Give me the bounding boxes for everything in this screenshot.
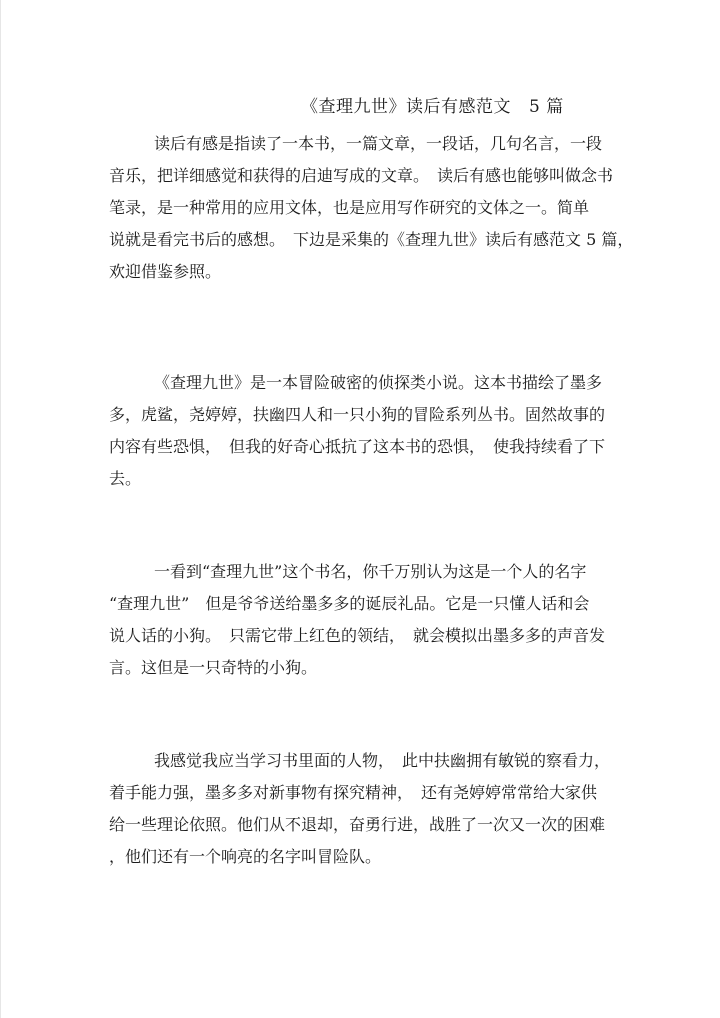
paragraph-line: 给一些理论依照。他们从不退却，奋勇行进，战胜了一次又一次的困难 bbox=[109, 815, 606, 834]
paragraph-line: 我感觉我应当学习书里面的人物， 此中扶幽拥有敏锐的察看力， bbox=[154, 751, 611, 770]
paragraph-line: 多，虎鲨，尧婷婷，扶幽四人和一只小狗的冒险系列丛书。固然故事的 bbox=[109, 405, 606, 424]
paragraph-line: ，他们还有一个响亮的名字叫冒险队。 bbox=[109, 847, 382, 866]
paragraph-line: 读后有感是指读了一本书，一篇文章，一段话，几句名言，一段 bbox=[154, 134, 603, 153]
paragraph-characters bbox=[109, 745, 629, 873]
paragraph-line: 言。这但是一只奇特的小狗。 bbox=[109, 658, 318, 677]
paragraph-dog bbox=[109, 556, 629, 684]
paragraph-line: 《查理九世》是一本冒险破密的侦探类小说。这本书描绘了墨多 bbox=[154, 373, 603, 392]
paragraph-line: 音乐，把详细感觉和获得的启迪写成的文章。 读后有感也能够叫做念书 bbox=[109, 166, 614, 185]
paragraph-line: 说人话的小狗。 只需它带上红色的领结， 就会模拟出墨多多的声音发 bbox=[109, 626, 606, 645]
paragraph-intro bbox=[109, 128, 634, 288]
paragraph-line: “查理九世” 但是爷爷送给墨多多的诞辰礼品。它是一只懂人话和会 bbox=[109, 594, 590, 613]
paragraph-line: 去。 bbox=[109, 469, 142, 488]
paragraph-line: 欢迎借鉴参照。 bbox=[109, 262, 222, 281]
document-title bbox=[301, 92, 564, 117]
paragraph-line: 内容有些恐惧， 但我的好奇心抵抗了这本书的恐惧， 使我持续看了下 bbox=[109, 437, 606, 456]
paragraph-line: 一看到“查理九世”这个书名，你千万别认为这是一个人的名字 bbox=[154, 562, 587, 581]
title-text: 《查理九世》读后有感范文 bbox=[301, 97, 511, 117]
paragraph-line: 说就是看完书后的感想。 下边是采集的《查理九世》读后有感范文 5 篇， bbox=[109, 230, 634, 249]
paragraph-line: 笔录，是一种常用的应用文体，也是应用写作研究的文体之一。简单 bbox=[109, 198, 590, 217]
paragraph-line: 着手能力强，墨多多对新事物有探究精神， 还有尧婷婷常常给大家供 bbox=[109, 783, 598, 802]
paragraph-book-summary bbox=[109, 367, 629, 495]
title-count: 5 篇 bbox=[529, 97, 564, 117]
